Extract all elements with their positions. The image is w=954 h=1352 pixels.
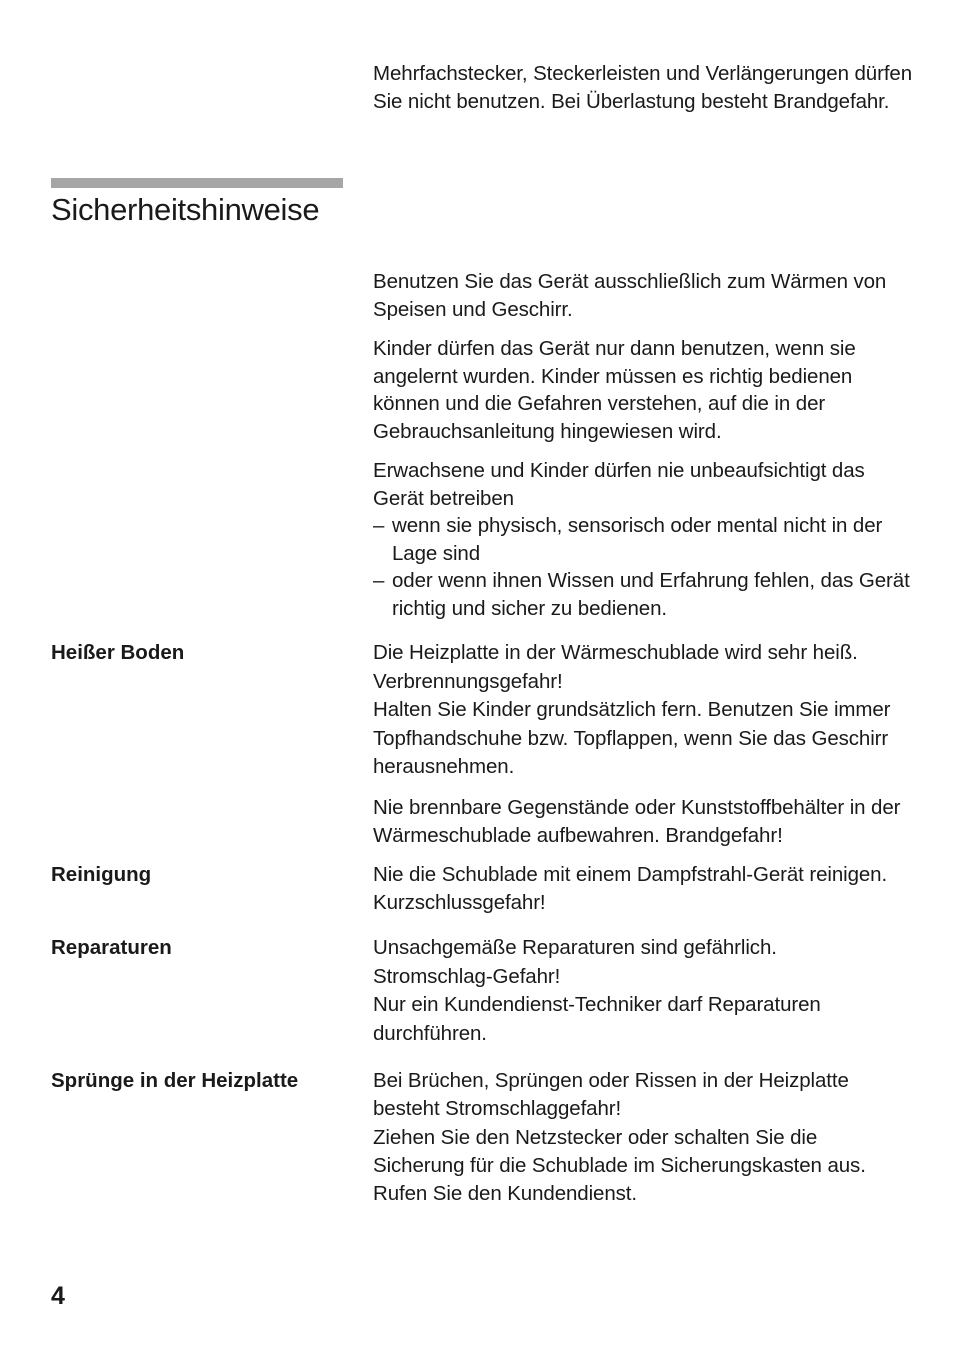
section-rule — [51, 178, 343, 188]
hot-floor-line-3: Halten Sie Kinder grundsätzlich fern. Benutzen Sie immer Topfhandschuhe bzw. Topflappen, wenn Sie das Geschirr herausnehmen. — [373, 698, 891, 778]
cracks-label: Sprünge in der Heizplatte — [51, 1069, 299, 1092]
cracks-block — [373, 1067, 913, 1208]
repairs-line-1: Unsachgemäße Reparaturen sind gefährlich. — [373, 936, 777, 959]
cleaning-block — [373, 861, 913, 916]
general-block — [373, 268, 913, 622]
repairs-label: Reparaturen — [51, 936, 172, 959]
dash-marker: – — [373, 569, 385, 592]
general-paragraph-1: Benutzen Sie das Gerät ausschließlich zum Wärmen von Speisen und Geschirr. — [373, 270, 887, 321]
cracks-line-2: Ziehen Sie den Netzstecker oder schalten Sie die Sicherung für die Schublade im Sicherungskasten aus. — [373, 1125, 866, 1177]
list-item-text: wenn sie physisch, sensorisch oder mental nicht in der Lage sind — [392, 514, 883, 565]
hot-floor-paragraph-2: Nie brennbare Gegenstände oder Kunststoffbehälter in der Wärmeschublade aufbewahren. Brandgefahr! — [373, 796, 901, 847]
hot-floor-line-1: Die Heizplatte in der Wärmeschublade wird sehr heiß. — [373, 641, 858, 664]
hot-floor-line-2: Verbrennungsgefahr! — [373, 669, 563, 693]
cracks-line-3: Rufen Sie den Kundendienst. — [373, 1182, 638, 1206]
repairs-line-3: Nur ein Kundendienst-Techniker darf Reparaturen durchführen. — [373, 993, 821, 1045]
dash-marker: – — [373, 514, 385, 537]
hot-floor-label: Heißer Boden — [51, 641, 185, 664]
list-item — [373, 512, 913, 567]
general-paragraph-3: Erwachsene und Kinder dürfen nie unbeaufsichtigt das Gerät betreiben — [373, 459, 865, 510]
cracks-line-1: Bei Brüchen, Sprüngen oder Rissen in der Heizplatte besteht Stromschlaggefahr! — [373, 1069, 849, 1121]
cleaning-text: Nie die Schublade mit einem Dampfstrahl-Gerät reinigen. Kurzschlussgefahr! — [373, 863, 888, 914]
intro-block — [373, 60, 913, 115]
page-number: 4 — [51, 1282, 65, 1310]
hot-floor-block — [373, 639, 913, 782]
cleaning-label: Reinigung — [51, 863, 152, 886]
list-item-text: oder wenn ihnen Wissen und Erfahrung fehlen, das Gerät richtig und sicher zu bedienen. — [392, 569, 910, 620]
hot-floor-block-2 — [373, 794, 913, 849]
general-paragraph-2: Kinder dürfen das Gerät nur dann benutzen, wenn sie angelernt wurden. Kinder müssen es richtig bedienen können und die Gefahren verstehen, auf die in der Gebrauchsanleitung hingewiesen wird. — [373, 337, 856, 443]
repairs-line-2: Stromschlag-Gefahr! — [373, 964, 561, 988]
section-title: Sicherheitshinweise — [51, 192, 320, 227]
repairs-block — [373, 934, 913, 1048]
list-item — [373, 567, 913, 622]
intro-text: Mehrfachstecker, Steckerleisten und Verlängerungen dürfen Sie nicht benutzen. Bei Überlastung besteht Brandgefahr. — [373, 62, 913, 113]
